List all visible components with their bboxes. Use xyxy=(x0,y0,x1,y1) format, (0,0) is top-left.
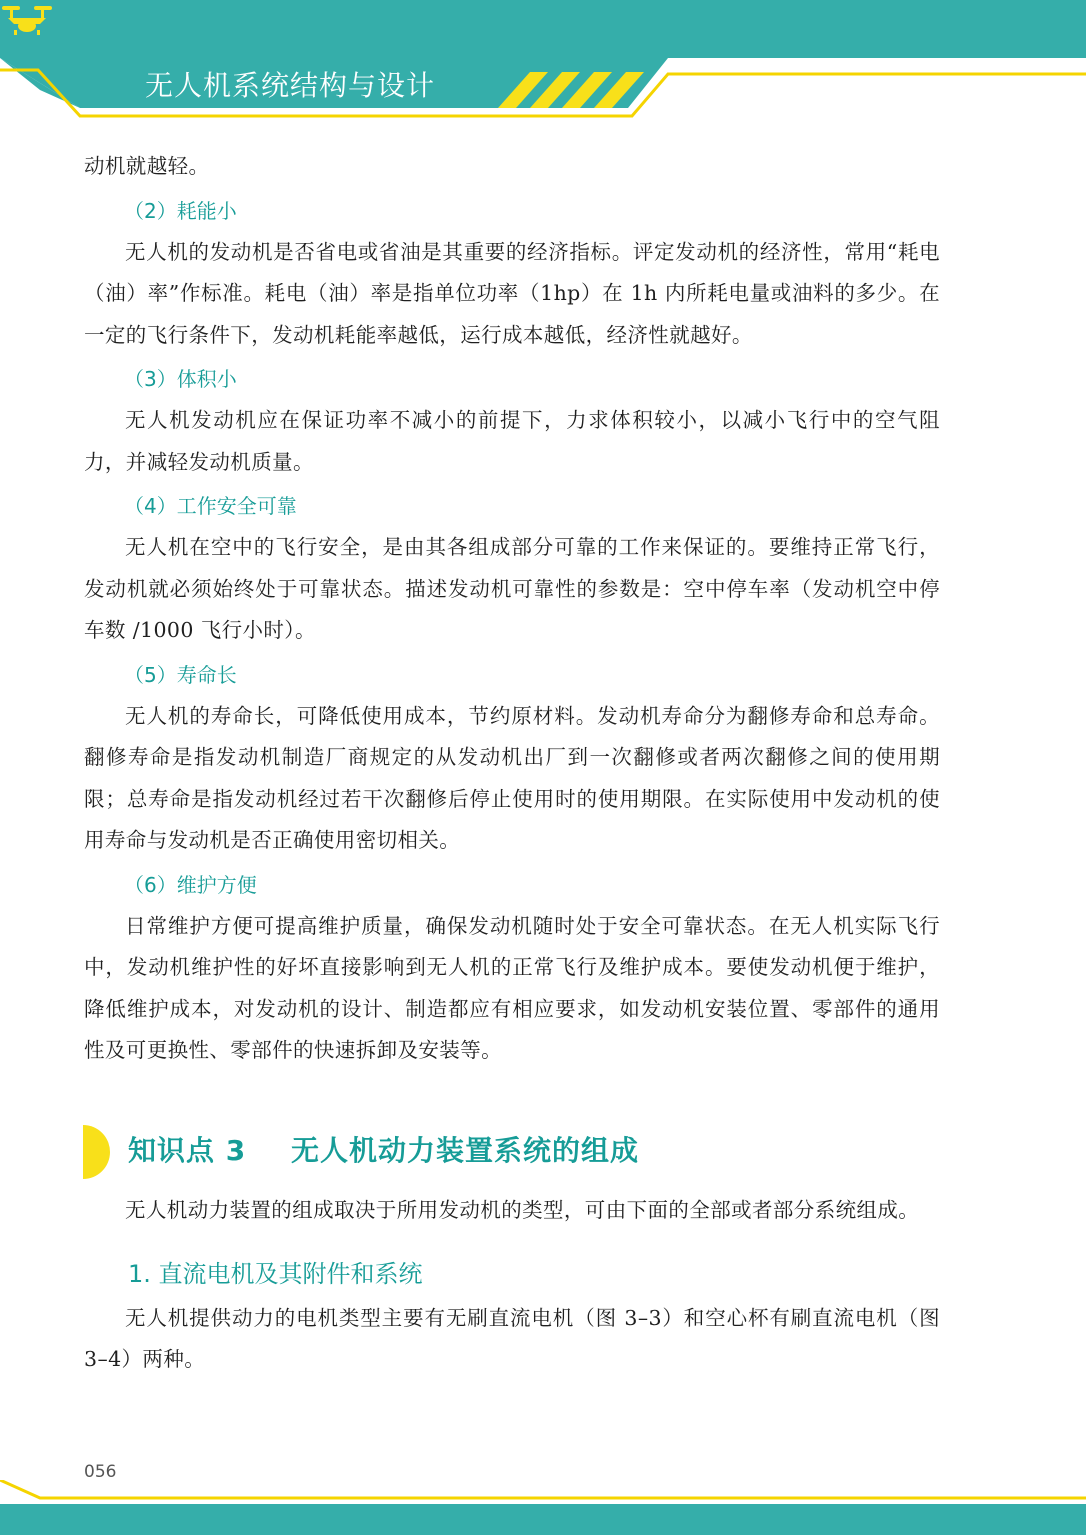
subsection-heading: 1. 直流电机及其附件和系统 xyxy=(128,1259,423,1288)
section-marker-icon xyxy=(80,1125,110,1179)
item-heading: （2）耗能小 xyxy=(124,198,237,223)
item-heading: （3）体积小 xyxy=(124,367,237,391)
book-title: 无人机系统结构与设计 xyxy=(145,69,436,102)
paragraph: 日常维护方便可提高维护质量，确保发动机随时处于安全可靠状态。在无人机实际飞行中，发动机维护性的好坏直接影响到无人机的正常飞行及维护成本。要使发动机便于维护，降低维护成本，对发动机的设计、制造都应有相应要求，如发动机安装位置、零部件的通用性及可更换性、零部件的快速拆卸及安装等。 xyxy=(84,913,940,1062)
page-footer xyxy=(0,1480,1086,1535)
item-heading: （6）维护方便 xyxy=(124,872,257,897)
drone-icon xyxy=(0,0,54,36)
page-header xyxy=(0,0,1086,150)
paragraph: 动机就越轻。 xyxy=(84,154,210,178)
paragraph: 无人机在空中的飞行安全，是由其各组成部分可靠的工作来保证的。要维持正常飞行，发动机就必须始终处于可靠状态。描述发动机可靠性的参数是：空中停车率（发动机空中停车数 /1000 飞行小时）。 xyxy=(84,535,940,642)
section-heading xyxy=(0,1121,1086,1179)
item-heading: （4）工作安全可靠 xyxy=(124,494,297,518)
paragraph: 无人机发动机应在保证功率不减小的前提下，力求体积较小，以减小飞行中的空气阻力，并减轻发动机质量。 xyxy=(84,408,940,474)
section-body xyxy=(84,1190,940,1381)
paragraph: 无人机动力装置的组成取决于所用发动机的类型，可由下面的全部或者部分系统组成。 xyxy=(125,1198,920,1222)
section-title: 无人机动力装置系统的组成 xyxy=(290,1134,639,1167)
footer-band xyxy=(0,1480,1086,1535)
paragraph: 无人机的发动机是否省电或省油是其重要的经济指标。评定发动机的经济性，常用“耗电（油）率”作标准。耗电（油）率是指单位功率（1hp）在 1h 内所耗电量或油料的多少。在一定的飞行条件下，发动机耗能率越低，运行成本越低，经济性就越好。 xyxy=(84,239,940,347)
paragraph: 无人机提供动力的电机类型主要有无刷直流电机（图 3–3）和空心杯有刷直流电机（图 3–4）两种。 xyxy=(84,1305,940,1371)
item-heading: （5）寿命长 xyxy=(124,662,237,687)
paragraph: 无人机的寿命长，可降低使用成本，节约原材料。发动机寿命分为翻修寿命和总寿命。翻修寿命是指发动机制造厂商规定的从发动机出厂到一次翻修或者两次翻修之间的使用期限；总寿命是指发动机经过若干次翻修后停止使用时的使用期限。在实际使用中发动机的使用寿命与发动机是否正确使用密切相关。 xyxy=(84,703,940,852)
body-text xyxy=(84,146,940,1072)
page-number: 056 xyxy=(84,1462,117,1482)
section-number: 知识点 3 xyxy=(128,1134,247,1167)
